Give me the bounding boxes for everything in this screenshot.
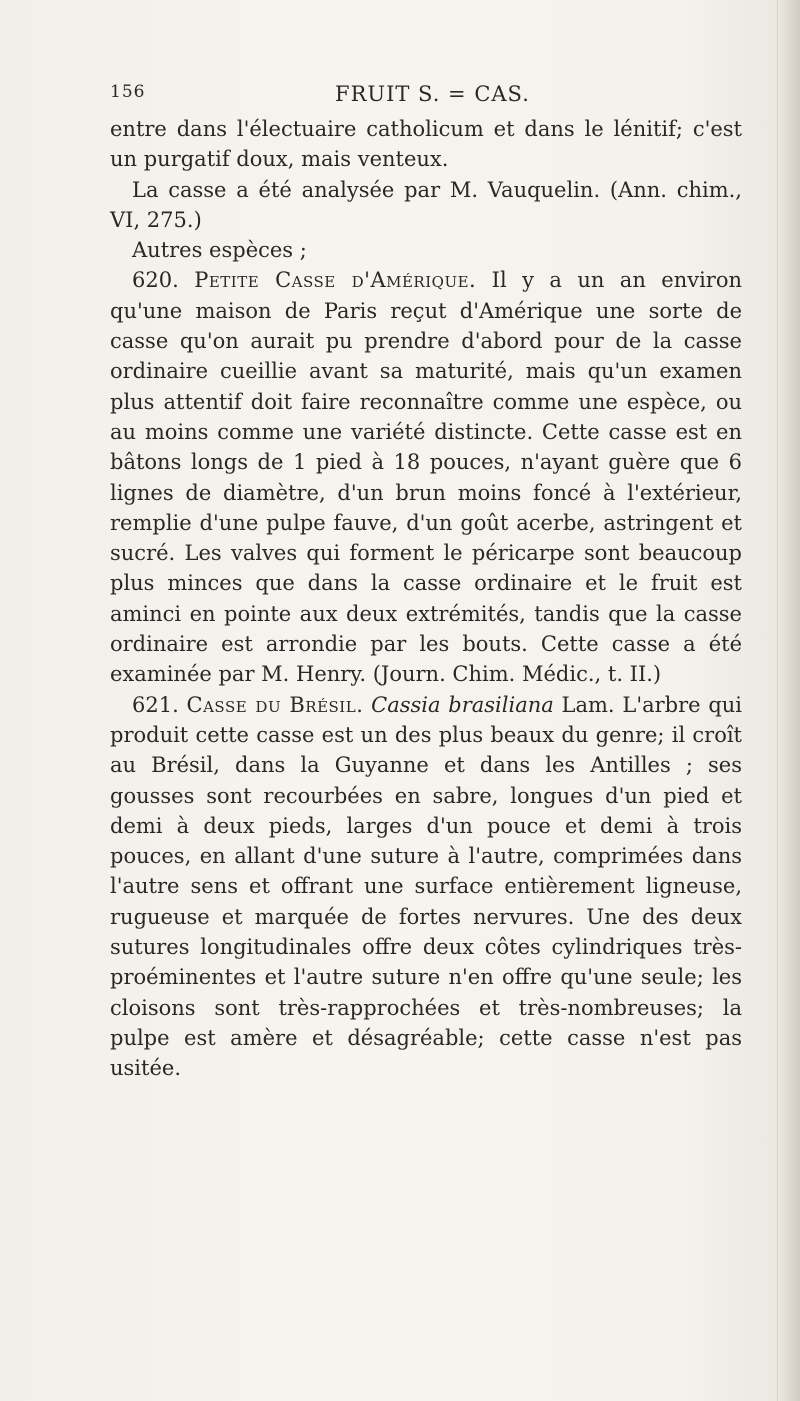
running-head: FRUIT S. = CAS.: [335, 82, 530, 106]
entry-text: L'arbre qui produit cette casse est un des plus beaux du genre; il croît au Brésil, dans la Guyanne et dans les Antilles ; ses gousses sont recourbées en sabre, longues d'un pied et demi à deux pieds, larges d'un pouce et demi à trois pouces, en allant d'une suture à l'autre, comprimées dans l'autre sens et offrant une surface entièrement ligneuse, rugueuse et marquée de fortes nervures. Une des deux sutures longitudinales offre deux côtes cylindriques très-proéminentes et l'autre suture n'en offre qu'une seule; les cloisons sont très-rapprochées et très-nombreuses; la pulpe est amère et désagréable; cette casse n'est pas usitée.: [110, 692, 743, 1081]
page-header: [110, 82, 730, 108]
page-edge-shadow: [777, 0, 800, 1401]
entry-number: 621.: [132, 692, 179, 717]
entry-text: Il y a un an environ qu'une maison de Paris reçut d'Amérique une sorte de casse qu'on aurait pu prendre d'abord pour de la casse ordinaire cueillie avant sa maturité, mais qu'un examen plus attentif doit faire reconnaître comme une espèce, ou au moins comme une variété distincte. Cette casse est en bâtons longs de 1 pied à 18 pouces, n'ayant guère que 6 lignes de diamètre, d'un brun moins foncé à l'extérieur, remplie d'une pulpe fauve, d'un goût acerbe, astringent et sucré. Les valves qui forment le péricarpe sont beaucoup plus minces que dans la casse ordinaire et le fruit est aminci en pointe aux deux extrémités, tandis que la casse ordinaire est arrondie par les bouts. Cette casse a été examinée par M. Henry. (Journ. Chim. Médic., t. II.): [110, 268, 743, 687]
paragraph-analysis: La casse a été analysée par M. Vauquelin. (Ann. chim., VI, 275.): [110, 177, 742, 232]
page-number: 156: [110, 82, 146, 102]
body-text: [110, 114, 742, 1084]
entry-latin-name: Cassia brasiliana: [371, 692, 554, 717]
paragraph-other-species: Autres espèces ;: [132, 238, 307, 263]
paragraph-continuation: entre dans l'électuaire catholicum et dans le lénitif; c'est un purgatif doux, mais venteux.: [110, 117, 742, 172]
entry-620: [110, 265, 742, 689]
entry-title: Casse du Brésil.: [186, 692, 364, 717]
entry-number: 620.: [132, 268, 179, 293]
entry-title: Petite Casse d'Amérique.: [194, 268, 477, 293]
entry-621: [110, 690, 742, 1084]
entry-author: Lam.: [561, 692, 615, 717]
